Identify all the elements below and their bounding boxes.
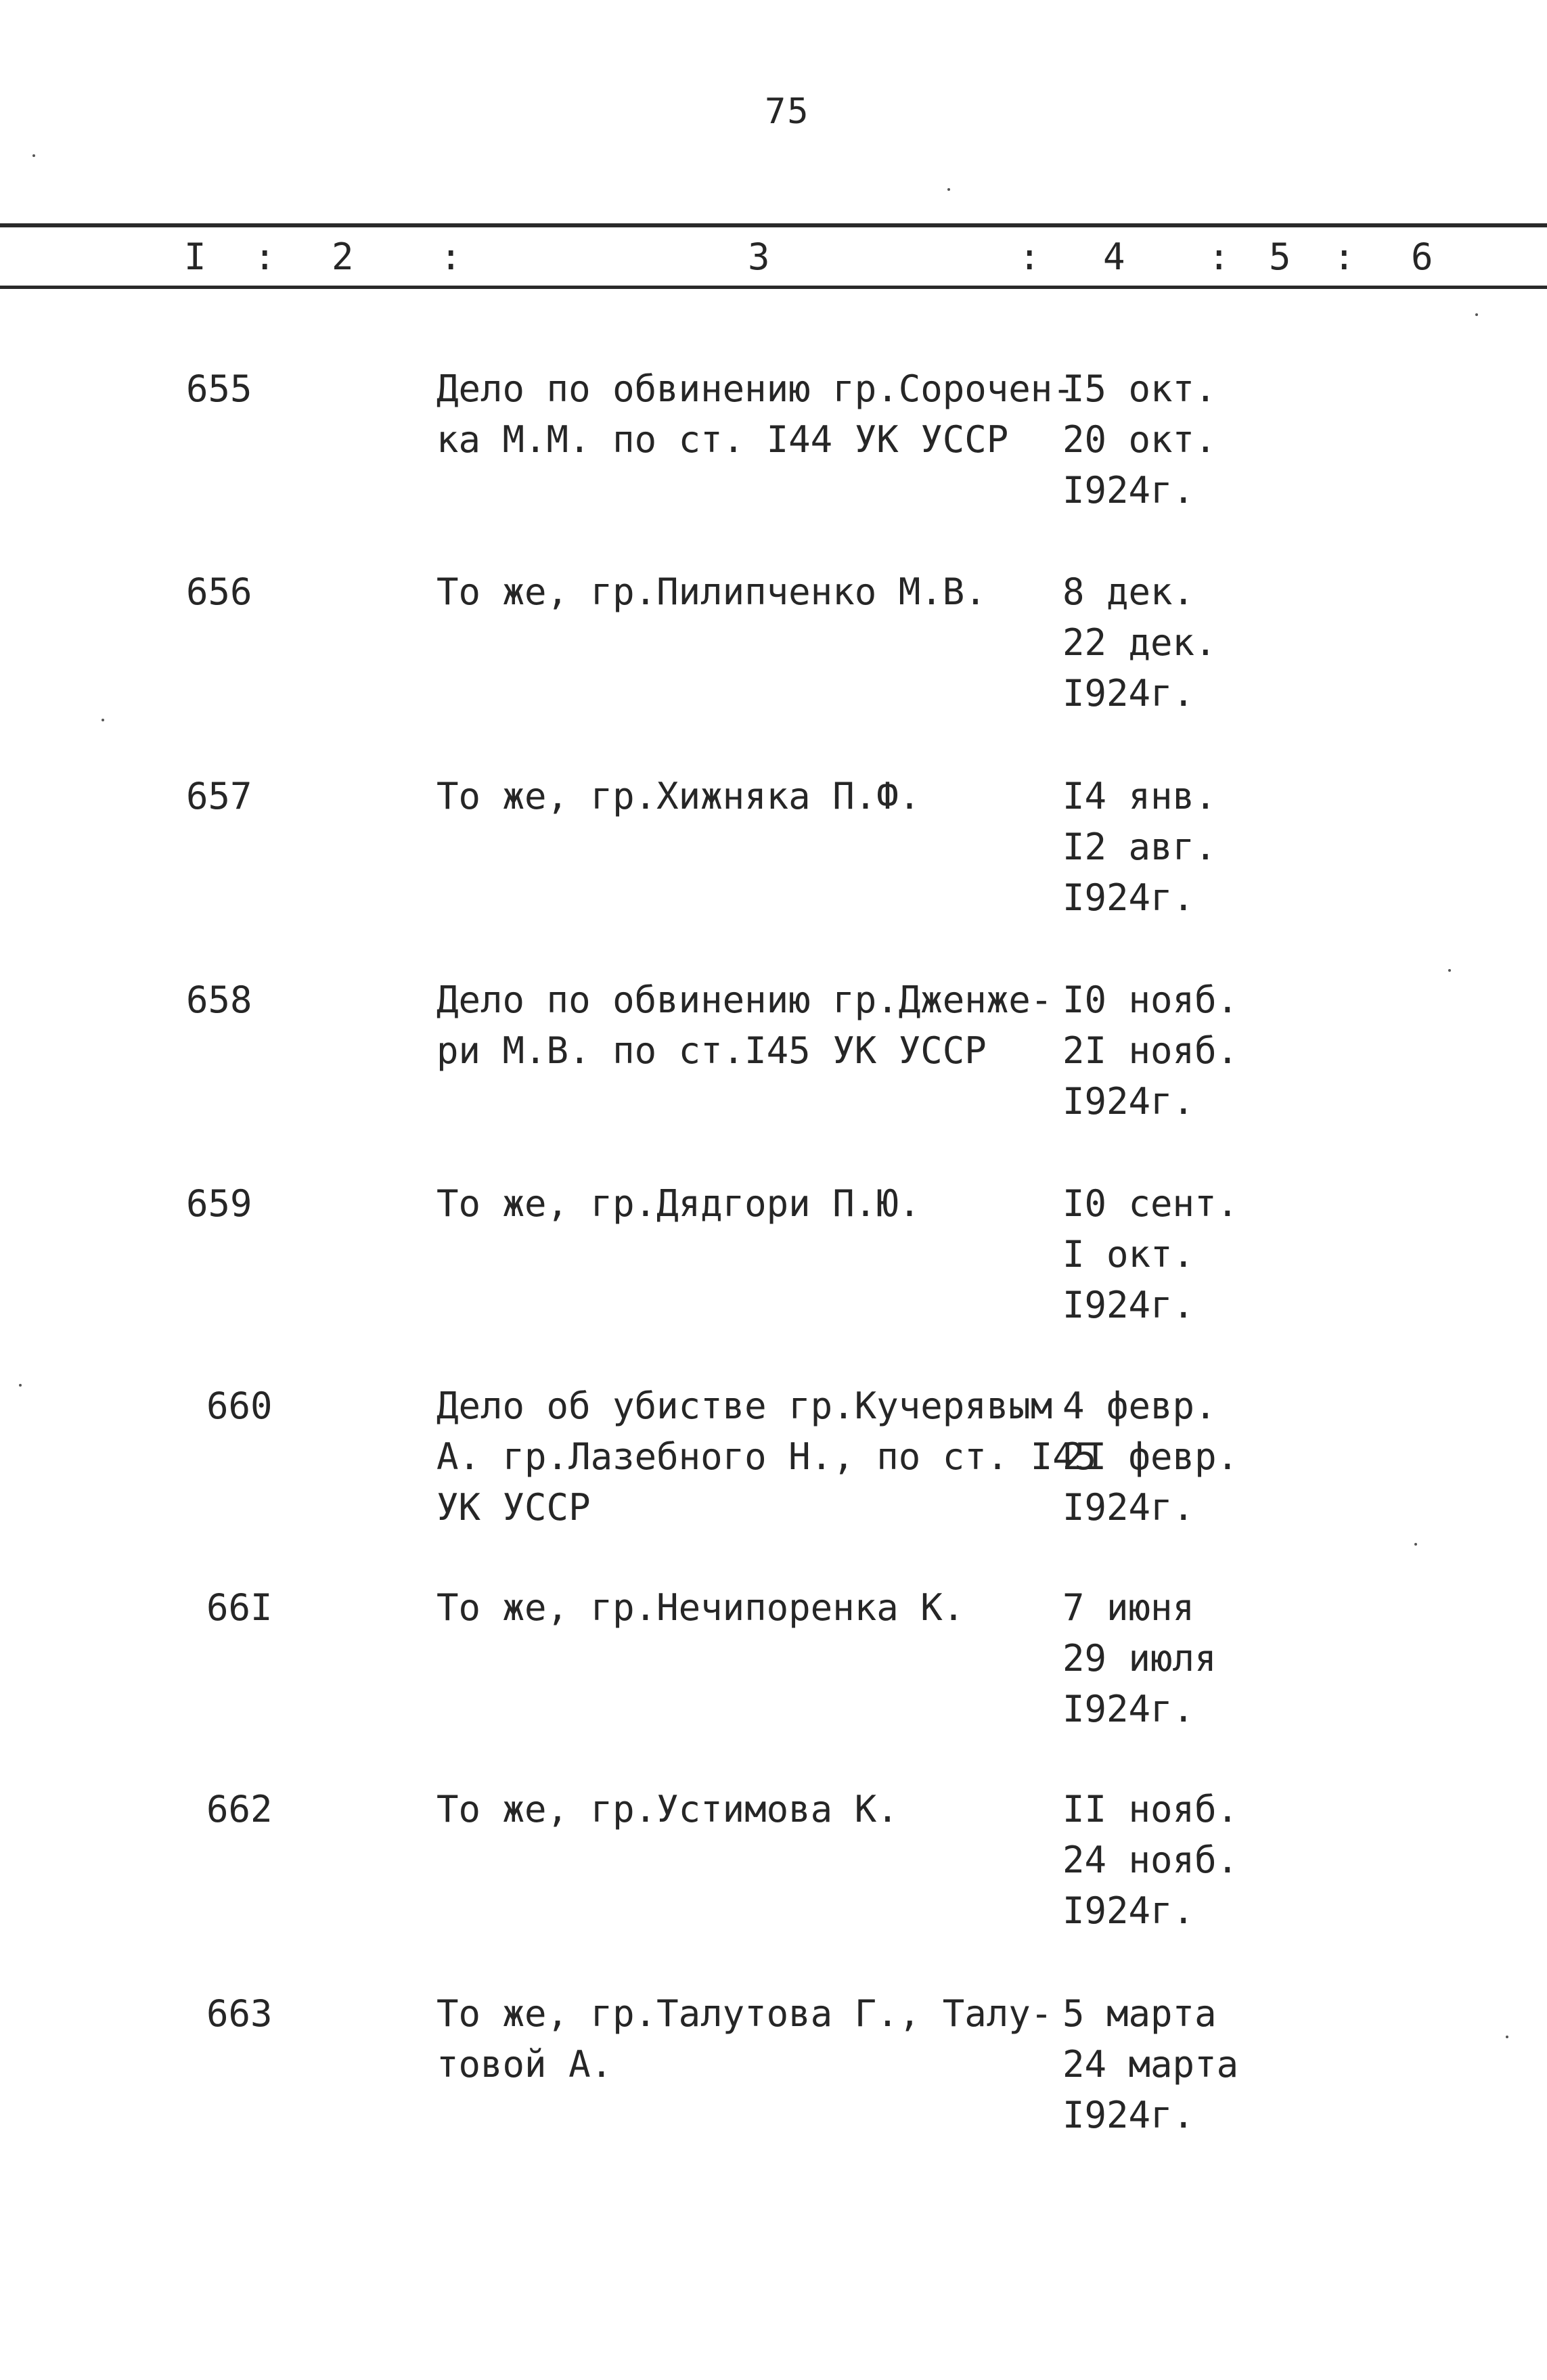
record-date-end: 2I нояб.: [1062, 1029, 1239, 1072]
header-bottom-rule: [0, 286, 1547, 289]
record-year: I924г.: [1062, 1080, 1195, 1123]
record-dates: [1062, 1582, 1347, 1734]
record-dates: [1062, 1988, 1347, 2140]
record-number: 659: [186, 1182, 252, 1225]
scan-speck: [1448, 969, 1451, 972]
record-date-start: I5 окт.: [1062, 367, 1217, 410]
scan-speck: [947, 188, 950, 191]
scan-speck: [32, 154, 35, 157]
record-date-start: I0 нояб.: [1062, 979, 1239, 1021]
record-title: [436, 1784, 1046, 1835]
record-date-end: 29 июля: [1062, 1637, 1217, 1680]
record-date-end: I2 авг.: [1062, 826, 1217, 868]
record-dates: [1062, 1178, 1347, 1330]
column-separator: :: [440, 235, 462, 278]
record-date-end: 22 дек.: [1062, 621, 1217, 664]
record-title-line: То же, гр.Устимова К.: [436, 1788, 899, 1831]
record-title-line: А. гр.Лазебного Н., по ст. I45: [436, 1435, 1097, 1478]
column-separator: :: [1208, 235, 1230, 278]
record-year: I924г.: [1062, 876, 1195, 919]
record-date-end: 24 нояб.: [1062, 1839, 1239, 1881]
record-title-line: Дело по обвинению гр.Сорочен-: [436, 367, 1075, 410]
record-title-line: товой А.: [436, 2043, 613, 2086]
record-dates: [1062, 771, 1347, 923]
record-title-line: ка М.М. по ст. I44 УК УССР: [436, 418, 1009, 461]
column-header-3: 3: [748, 235, 770, 278]
record-title-line: УК УССР: [436, 1486, 591, 1529]
record-number: 658: [186, 979, 252, 1021]
record-dates: [1062, 566, 1347, 719]
scan-speck: [1475, 313, 1478, 316]
record-title: [436, 1582, 1046, 1633]
record-dates: [1062, 974, 1347, 1127]
record-date-end: 24 марта: [1062, 2043, 1239, 2086]
column-header-1: I: [184, 235, 206, 278]
record-number: 663: [206, 1992, 273, 2035]
column-separator: :: [1018, 235, 1041, 278]
record-date-start: 4 февр.: [1062, 1385, 1217, 1427]
column-header-2: 2: [332, 235, 354, 278]
record-date-start: 7 июня: [1062, 1586, 1195, 1629]
record-dates: [1062, 1380, 1347, 1533]
header-top-rule: [0, 223, 1547, 227]
record-title-line: То же, гр.Пилипченко М.В.: [436, 570, 987, 613]
record-title: [436, 1178, 1046, 1229]
record-number: 657: [186, 775, 252, 817]
record-year: I924г.: [1062, 1486, 1195, 1529]
record-title: [436, 363, 1075, 465]
record-title-line: То же, гр.Хижняка П.Ф.: [436, 775, 921, 817]
scan-speck: [102, 719, 104, 721]
scan-speck: [1414, 1543, 1417, 1546]
record-title-line: Дело по обвинению гр.Дженже-: [436, 979, 1053, 1021]
record-year: I924г.: [1062, 672, 1195, 715]
record-title-line: То же, гр.Талутова Г., Талу-: [436, 1992, 1053, 2035]
record-title-line: ри М.В. по ст.I45 УК УССР: [436, 1029, 987, 1072]
record-year: I924г.: [1062, 1889, 1195, 1932]
scan-speck: [1506, 2036, 1508, 2038]
record-number: 656: [186, 570, 252, 613]
record-date-end: 20 окт.: [1062, 418, 1217, 461]
record-title: [436, 771, 1046, 822]
record-date-end: 2I февр.: [1062, 1435, 1239, 1478]
record-date-start: I0 сент.: [1062, 1182, 1239, 1225]
record-number: 655: [186, 367, 252, 410]
record-title-line: То же, гр.Дядгори П.Ю.: [436, 1182, 921, 1225]
record-title: [436, 566, 1046, 617]
record-year: I924г.: [1062, 2094, 1195, 2136]
record-number: 66I: [206, 1586, 273, 1629]
column-separator: :: [1333, 235, 1355, 278]
record-title: [436, 974, 1053, 1076]
record-title-line: То же, гр.Нечипоренка К.: [436, 1586, 965, 1629]
record-number: 660: [206, 1385, 273, 1427]
column-separator: :: [254, 235, 276, 278]
record-title-line: Дело об убистве гр.Кучерявым: [436, 1385, 1053, 1427]
record-year: I924г.: [1062, 1284, 1195, 1326]
record-year: I924г.: [1062, 1688, 1195, 1730]
column-header-row: [0, 229, 1547, 286]
record-title: [436, 1380, 1097, 1533]
column-header-4: 4: [1103, 235, 1125, 278]
record-number: 662: [206, 1788, 273, 1831]
record-date-start: 5 марта: [1062, 1992, 1217, 2035]
record-date-start: 8 дек.: [1062, 570, 1195, 613]
column-header-6: 6: [1411, 235, 1433, 278]
page-number: 75: [765, 91, 810, 132]
record-dates: [1062, 363, 1347, 516]
record-title: [436, 1988, 1053, 2090]
record-year: I924г.: [1062, 469, 1195, 512]
scan-speck: [19, 1384, 22, 1387]
record-date-end: I окт.: [1062, 1233, 1195, 1276]
record-date-start: I4 янв.: [1062, 775, 1217, 817]
column-header-5: 5: [1269, 235, 1291, 278]
record-date-start: II нояб.: [1062, 1788, 1239, 1831]
record-dates: [1062, 1784, 1347, 1936]
